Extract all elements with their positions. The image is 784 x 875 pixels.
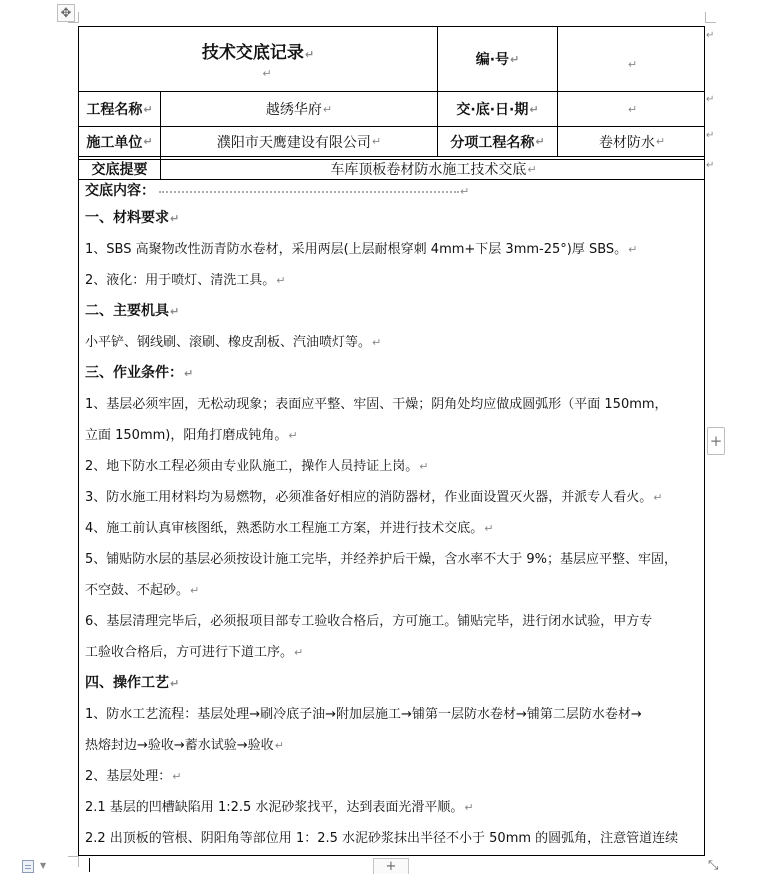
table-header: [79, 27, 704, 160]
content-label: 交底内容：: [85, 183, 155, 199]
document-table: [78, 26, 705, 856]
content-line: 2、基层处理：↵: [85, 769, 182, 784]
section-heading: 四、操作工艺↵: [85, 675, 180, 691]
disclosure-content[interactable]: [85, 179, 700, 854]
content-line: 不空鼓、不起砂。↵: [85, 583, 200, 598]
content-line: 立面 150mm)，阳角打磨成钝角。↵: [85, 428, 298, 443]
content-line: 小平铲、钢线刷、滚刷、橡皮刮板、汽油喷灯等。↵: [85, 335, 382, 350]
crop-mark-top-right: [705, 12, 716, 23]
plus-icon: +: [385, 859, 397, 874]
content-line: 3、防水施工用材料均为易燃物，必须准备好相应的消防器材，作业面设置灭火器，并派专人看火。↵: [85, 490, 663, 505]
table-move-handle[interactable]: [57, 4, 75, 22]
resize-icon[interactable]: ⤡: [708, 858, 719, 873]
content-line: 1、基层必须牢固，无松动现象；表面应平整、牢固、干燥；阴角处均应做成圆弧形（平面 150mm，: [85, 397, 668, 412]
date-label: 交·底·日·期 ↵: [456, 102, 539, 118]
summary-label: 交底提要: [91, 162, 148, 178]
summary-row: [79, 159, 704, 180]
subproject-label: 分项工程名称 ↵: [450, 134, 545, 151]
paragraph-mark: ↵: [706, 30, 715, 41]
content-label-line: 交底内容： ↵: [85, 183, 470, 199]
paragraph-mark: ↵: [706, 130, 715, 141]
project-name-label: 工程名称 ↵: [86, 102, 153, 118]
add-column-button[interactable]: [707, 427, 725, 455]
construction-unit-field[interactable]: 濮阳市天鹰建设有限公司 ↵: [216, 134, 382, 151]
content-line: 1、防水工艺流程：基层处理→刷冷底子油→附加层施工→铺第一层防水卷材→铺第二层防水卷材→: [85, 707, 642, 722]
plus-icon: +: [709, 432, 723, 450]
content-line: 2、地下防水工程必须由专业队施工，操作人员持证上岗。↵: [85, 459, 429, 474]
number-label: 编·号 ↵: [475, 52, 520, 68]
construction-unit-label: 施工单位 ↵: [86, 134, 153, 151]
project-name-field[interactable]: 越绣华府 ↵: [265, 102, 333, 118]
move-icon: ✥: [60, 5, 72, 21]
section-heading: 二、主要机具↵: [85, 303, 180, 319]
content-line: 5、铺贴防水层的基层必须按设计施工完毕，并经养护后干燥，含水率不大于 9%；基层应平整、牢固，: [85, 552, 678, 567]
page-title-text: 技术交底记录: [201, 43, 304, 63]
summary-field[interactable]: 车库顶板卷材防水施工技术交底 ↵: [330, 162, 537, 178]
number-field[interactable]: ↵: [627, 57, 638, 71]
document-icon[interactable]: [22, 860, 34, 873]
content-line: 2.2 出顶板的管根、阴阳角等部位用 1：2.5 水泥砂浆抹出半径不小于 50mm 的圆弧角，注意管道连续: [85, 831, 679, 846]
date-field[interactable]: ↵: [627, 102, 638, 116]
content-line: 2、液化：用于喷灯、清洗工具。↵: [85, 273, 286, 288]
content-line: 2.1 基层的凹槽缺陷用 1:2.5 水泥砂浆找平，达到表面光滑平顺。↵: [85, 800, 474, 815]
page-title: 技术交底记录↵ ↵: [201, 43, 315, 80]
content-line: 6、基层清理完毕后，必须报项目部专工验收合格后，方可施工。铺贴完毕，进行闭水试验，甲方专: [85, 614, 653, 629]
content-lines: [85, 203, 700, 854]
paragraph-mark: ↵: [706, 160, 715, 171]
section-heading: 三、作业条件：↵: [85, 365, 194, 381]
text-cursor: [89, 858, 90, 872]
content-line: 4、施工前认真审核图纸，熟悉防水工程施工方案，并进行技术交底。↵: [85, 521, 494, 536]
content-line: 工验收合格后，方可进行下道工序。↵: [85, 645, 304, 660]
crop-mark-bottom-left: [68, 856, 79, 867]
content-line: 1、SBS 高聚物改性沥青防水卷材，采用两层(上层耐根穿刺 4mm+下层 3mm-25°)厚 SBS。↵: [85, 242, 638, 257]
chevron-down-icon[interactable]: ▼: [40, 861, 47, 870]
content-line: 热熔封边→验收→蓄水试验→验收↵: [85, 738, 284, 753]
paragraph-mark: ↵: [706, 94, 715, 105]
add-row-button[interactable]: [373, 858, 409, 874]
subproject-field[interactable]: 卷材防水 ↵: [598, 134, 666, 151]
section-heading: 一、材料要求↵: [85, 210, 180, 226]
